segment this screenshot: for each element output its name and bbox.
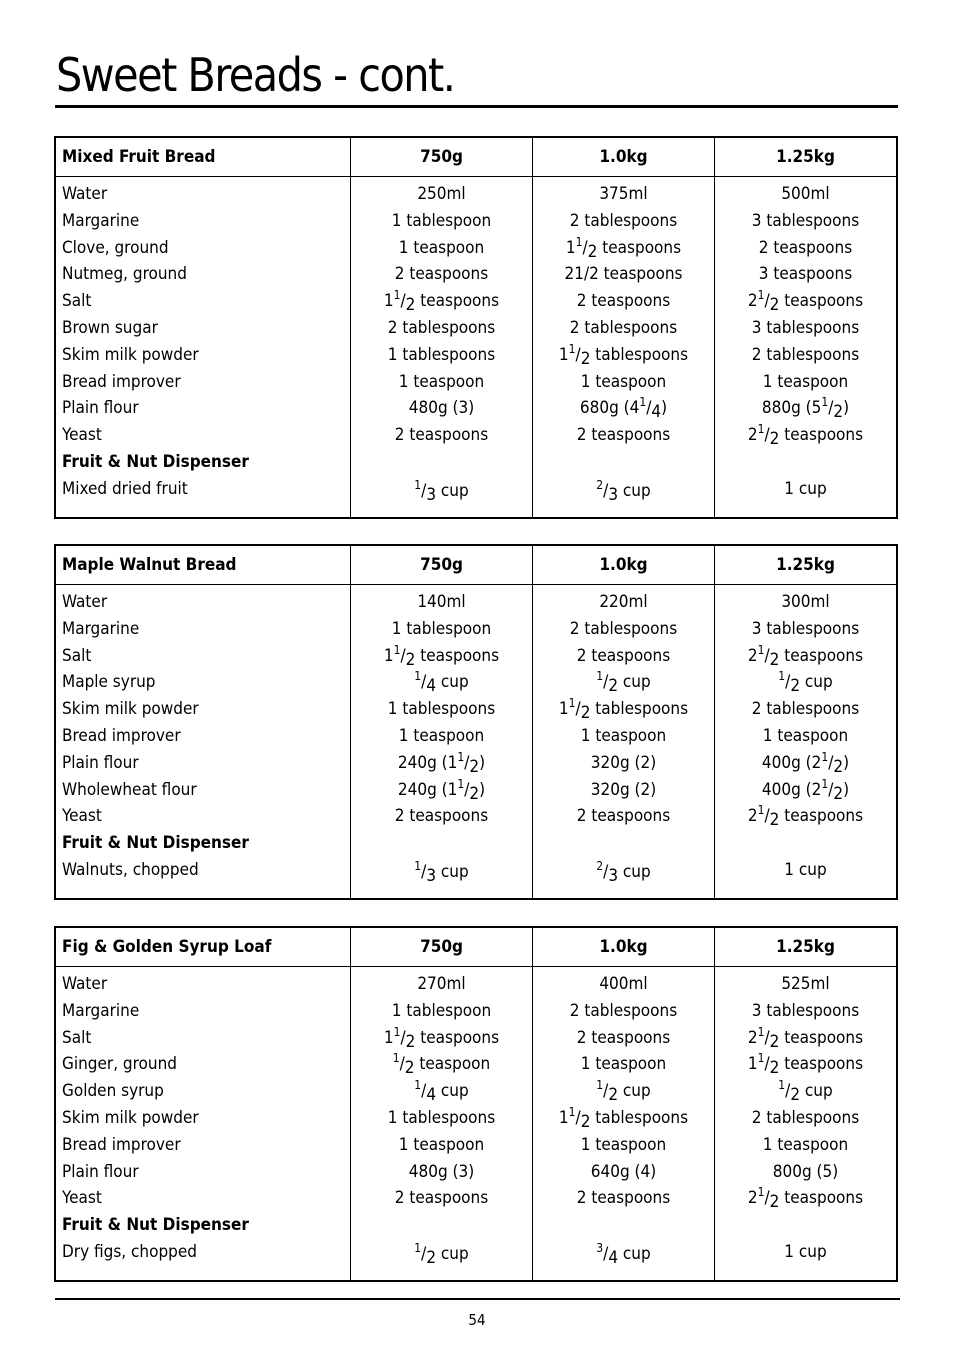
ingredient-amount: $1^1/2$ teaspoons (383, 288, 500, 316)
fraction-numerator: 1 (821, 395, 829, 410)
fraction-denominator: 3 (426, 865, 437, 886)
ingredient-amount: 320g (2) (590, 779, 657, 800)
ingredient-name: Water (62, 592, 108, 612)
ingredient-amount: $2^1/2$ teaspoons (747, 803, 864, 831)
fraction-numerator: 1 (414, 669, 422, 684)
page-number: 54 (468, 1311, 486, 1329)
ingredient-amount: 1 teaspoon (580, 1054, 667, 1075)
ingredient-name: Salt (62, 1027, 92, 1048)
ingredient-name: Golden syrup (62, 1081, 164, 1102)
fraction-numerator: 1 (757, 1051, 765, 1066)
ingredient-amount: $1^1/2$ tablespoons (558, 341, 689, 369)
ingredient-amount: 1 teaspoon (580, 1134, 667, 1155)
recipe-table-fig-golden-syrup-loaf (54, 926, 898, 1282)
ingredient-amount: $^2$/3 cup (596, 858, 651, 886)
ingredient-amount: 400ml (599, 974, 648, 994)
ingredient-amount: 2 teaspoons (576, 806, 671, 827)
ingredient-amount: 300ml (781, 592, 830, 612)
fraction-denominator: 2 (405, 649, 416, 670)
fraction-numerator: 1 (568, 341, 576, 356)
fraction-denominator: 2 (580, 1111, 591, 1132)
fraction-numerator: 1 (757, 288, 765, 303)
fraction-denominator: 2 (608, 676, 619, 697)
fraction-numerator: 1 (778, 669, 786, 684)
fraction-denominator: 2 (833, 783, 844, 804)
ingredient-amount: 1 cup (784, 1241, 827, 1262)
recipe-name: Maple Walnut Bread (62, 555, 237, 575)
ingredient-amount: 3 tablespoons (751, 618, 860, 639)
ingredient-amount (715, 830, 896, 857)
amount-column-1-25kg (714, 177, 896, 517)
ingredient-amount: 375ml (599, 184, 648, 204)
ingredient-amount: $2^1/2$ teaspoons (747, 1185, 864, 1213)
recipe-table-maple-walnut-bread (54, 544, 898, 900)
ingredient-amount (351, 830, 532, 857)
ingredient-name: Bread improver (62, 725, 181, 746)
amount-column-750g (350, 177, 532, 517)
ingredient-amount: 1 teaspoon (762, 371, 849, 392)
fraction-denominator: 2 (769, 1058, 780, 1079)
ingredient-amount: $^3$/4 cup (596, 1240, 651, 1268)
fraction-denominator: 2 (769, 1031, 780, 1052)
ingredient-amount: $^1$/2 cup (778, 669, 833, 697)
ingredient-column (56, 177, 350, 517)
ingredient-name: Yeast (62, 806, 102, 827)
amount-column-1-25kg (714, 967, 896, 1280)
fraction-numerator: 2 (596, 858, 604, 873)
ingredient-name: Fruit & Nut Dispenser (62, 451, 249, 472)
ingredient-amount: 240g $(1^1/2)$ (397, 749, 486, 777)
ingredient-amount: 1 cup (784, 859, 827, 880)
ingredient-amount: 250ml (417, 184, 466, 204)
ingredient-name: Bread improver (62, 1134, 181, 1155)
fraction-numerator: 1 (757, 422, 765, 437)
fraction-denominator: 2 (469, 783, 480, 804)
ingredient-amount: $^1$/4 cup (414, 669, 469, 697)
size-1-25kg: 1.25kg (714, 546, 896, 584)
fraction-numerator: 1 (757, 803, 765, 818)
recipe-body (56, 585, 896, 898)
amount-column-750g (350, 967, 532, 1280)
ingredient-amount: $^1$/4 cup (414, 1078, 469, 1106)
ingredient-name: Ginger, ground (62, 1054, 177, 1075)
fraction-numerator: 1 (757, 1024, 765, 1039)
ingredient-amount: 1 tablespoons (387, 344, 496, 365)
ingredient-amount: 1 teaspoon (580, 371, 667, 392)
ingredient-amount: $^1$/3 cup (414, 858, 469, 886)
ingredient-amount: 140ml (417, 592, 466, 612)
recipe-header (56, 546, 896, 585)
fraction-denominator: 2 (580, 703, 591, 724)
ingredient-name: Salt (62, 291, 92, 312)
ingredient-amount: 320g (2) (590, 752, 657, 773)
ingredient-amount: 21/2 teaspoons (564, 264, 683, 285)
ingredient-name: Water (62, 184, 108, 204)
ingredient-amount (533, 449, 714, 476)
ingredient-name: Water (62, 974, 108, 994)
ingredient-amount: $^2$/3 cup (596, 477, 651, 505)
ingredient-amount: $1^1/2$ teaspoons (747, 1051, 864, 1079)
recipe-name: Fig & Golden Syrup Loaf (62, 937, 272, 957)
size-750g: 750g (350, 546, 532, 584)
fraction-denominator: 2 (404, 1058, 415, 1079)
ingredient-amount: 1 teaspoon (580, 725, 667, 746)
ingredient-amount: $^1$/2 cup (596, 1078, 651, 1106)
ingredient-name: Maple syrup (62, 672, 156, 693)
ingredient-amount: 2 teaspoons (394, 264, 489, 285)
fraction-numerator: 1 (757, 642, 765, 657)
ingredient-amount: 2 tablespoons (569, 210, 678, 231)
ingredient-name: Yeast (62, 1188, 102, 1209)
fraction-numerator: 3 (596, 1240, 604, 1255)
ingredient-name: Nutmeg, ground (62, 264, 187, 285)
fraction-numerator: 1 (414, 1078, 422, 1093)
ingredient-amount: $2^1/2$ teaspoons (747, 288, 864, 316)
ingredient-amount: 800g (5) (772, 1161, 839, 1182)
ingredient-name: Salt (62, 645, 92, 666)
ingredient-amount (715, 1212, 896, 1239)
fraction-denominator: 3 (608, 865, 619, 886)
size-1kg: 1.0kg (532, 546, 714, 584)
ingredient-amount: 2 teaspoons (576, 425, 671, 446)
ingredient-amount: 2 teaspoons (394, 806, 489, 827)
fraction-numerator: 1 (639, 395, 647, 410)
ingredient-amount (533, 830, 714, 857)
amount-column-1kg (532, 585, 714, 898)
ingredient-amount: $^1$/2 cup (414, 1240, 469, 1268)
fraction-denominator: 4 (426, 1085, 437, 1106)
ingredient-name: Margarine (62, 1000, 140, 1021)
size-1-25kg: 1.25kg (714, 928, 896, 966)
fraction-denominator: 2 (469, 756, 480, 777)
ingredient-name: Dry figs, chopped (62, 1241, 198, 1262)
ingredient-amount: 880g $(5^1/2)$ (761, 395, 850, 423)
ingredient-amount (715, 449, 896, 476)
fraction-denominator: 2 (769, 429, 780, 450)
ingredient-column (56, 585, 350, 898)
ingredient-amount: 2 teaspoons (576, 645, 671, 666)
ingredient-name: Plain flour (62, 1161, 139, 1182)
amount-column-750g (350, 585, 532, 898)
fraction-numerator: 1 (821, 749, 829, 764)
ingredient-name: Margarine (62, 618, 140, 639)
fraction-denominator: 2 (405, 295, 416, 316)
ingredient-name: Brown sugar (62, 317, 158, 338)
ingredient-amount: 2 tablespoons (751, 344, 860, 365)
ingredient-amount: 2 teaspoons (576, 1188, 671, 1209)
ingredient-amount: 1 teaspoon (398, 237, 485, 258)
ingredient-amount: 240g $(1^1/2)$ (397, 776, 486, 804)
fraction-denominator: 4 (651, 402, 662, 423)
ingredient-name: Skim milk powder (62, 344, 199, 365)
ingredient-amount: 500ml (781, 184, 830, 204)
ingredient-amount: $2^1/2$ teaspoons (747, 1024, 864, 1052)
fraction-numerator: 1 (596, 669, 604, 684)
ingredient-amount: 270ml (417, 974, 466, 994)
amount-column-1-25kg (714, 585, 896, 898)
ingredient-amount: 640g (4) (590, 1161, 657, 1182)
ingredient-amount (351, 1212, 532, 1239)
ingredient-amount: 480g (3) (408, 1161, 475, 1182)
ingredient-amount (351, 449, 532, 476)
fraction-denominator: 2 (587, 241, 598, 262)
fraction-denominator: 2 (405, 1031, 416, 1052)
fraction-numerator: 1 (414, 858, 422, 873)
ingredient-amount: 2 teaspoons (576, 291, 671, 312)
fraction-denominator: 2 (426, 1247, 437, 1268)
fraction-denominator: 2 (790, 676, 801, 697)
fraction-denominator: 2 (833, 402, 844, 423)
fraction-denominator: 2 (833, 756, 844, 777)
ingredient-amount: $1^1/2$ teaspoons (565, 234, 682, 262)
ingredient-name: Skim milk powder (62, 699, 199, 720)
ingredient-amount: 680g $(4^1/4)$ (579, 395, 668, 423)
fraction-numerator: 1 (568, 1104, 576, 1119)
ingredient-amount: 2 tablespoons (569, 1000, 678, 1021)
ingredient-amount (533, 1212, 714, 1239)
fraction-denominator: 2 (769, 295, 780, 316)
fraction-denominator: 3 (608, 484, 619, 505)
recipe-header (56, 138, 896, 177)
fraction-denominator: 2 (769, 1192, 780, 1213)
ingredient-amount: 2 teaspoons (576, 1027, 671, 1048)
fraction-denominator: 2 (769, 810, 780, 831)
recipe-table-mixed-fruit-bread (54, 136, 898, 519)
ingredient-amount: 1 cup (784, 478, 827, 499)
ingredient-name: Fruit & Nut Dispenser (62, 833, 249, 854)
fraction-numerator: 1 (414, 477, 422, 492)
ingredient-amount: 2 teaspoons (758, 237, 853, 258)
ingredient-amount: $^1$/2 cup (596, 669, 651, 697)
ingredient-amount: 1 tablespoon (391, 210, 492, 231)
ingredient-amount: $1^1/2$ teaspoons (383, 642, 500, 670)
ingredient-amount: 400g $(2^1/2)$ (761, 749, 850, 777)
ingredient-amount: $^1$/2 cup (778, 1078, 833, 1106)
ingredient-amount: $2^1/2$ teaspoons (747, 642, 864, 670)
fraction-numerator: 1 (393, 642, 401, 657)
size-1-25kg: 1.25kg (714, 138, 896, 176)
ingredient-amount: 3 tablespoons (751, 1000, 860, 1021)
ingredient-name: Wholewheat flour (62, 779, 197, 800)
amount-column-1kg (532, 177, 714, 517)
ingredient-name: Margarine (62, 210, 140, 231)
fraction-numerator: 1 (457, 749, 465, 764)
fraction-numerator: 1 (392, 1051, 400, 1066)
ingredient-amount: 1 tablespoon (391, 618, 492, 639)
ingredient-name: Plain flour (62, 752, 139, 773)
fraction-denominator: 2 (769, 649, 780, 670)
fraction-numerator: 1 (821, 776, 829, 791)
recipe-name: Mixed Fruit Bread (62, 147, 216, 167)
ingredient-amount: 1 teaspoon (398, 1134, 485, 1155)
fraction-numerator: 1 (757, 1185, 765, 1200)
ingredient-amount: 400g $(2^1/2)$ (761, 776, 850, 804)
fraction-numerator: 1 (393, 1024, 401, 1039)
ingredient-amount: 1 tablespoon (391, 1000, 492, 1021)
fraction-denominator: 4 (608, 1247, 619, 1268)
ingredient-amount: 1 tablespoons (387, 699, 496, 720)
fraction-numerator: 1 (457, 776, 465, 791)
ingredient-amount: 1 teaspoon (398, 725, 485, 746)
ingredient-amount: 480g (3) (408, 398, 475, 419)
fraction-denominator: 2 (790, 1085, 801, 1106)
ingredient-amount: 2 tablespoons (569, 317, 678, 338)
ingredient-name: Bread improver (62, 371, 181, 392)
fraction-numerator: 2 (596, 477, 604, 492)
ingredient-name: Mixed dried fruit (62, 478, 188, 499)
size-1kg: 1.0kg (532, 138, 714, 176)
ingredient-amount: 2 tablespoons (569, 618, 678, 639)
ingredient-amount: 2 teaspoons (394, 1188, 489, 1209)
ingredient-name: Walnuts, chopped (62, 859, 199, 880)
ingredient-name: Yeast (62, 425, 102, 446)
ingredient-name: Clove, ground (62, 237, 169, 258)
ingredient-amount: $1^1/2$ teaspoons (383, 1024, 500, 1052)
ingredient-amount: 3 tablespoons (751, 317, 860, 338)
ingredient-amount: $^1$/2 teaspoon (392, 1051, 491, 1079)
fraction-numerator: 1 (575, 234, 583, 249)
ingredient-amount: 2 teaspoons (394, 425, 489, 446)
ingredient-amount: 1 tablespoons (387, 1107, 496, 1128)
ingredient-name: Skim milk powder (62, 1107, 199, 1128)
ingredient-amount: 2 tablespoons (751, 1107, 860, 1128)
footer-rule (55, 1298, 900, 1300)
ingredient-amount: 2 tablespoons (751, 699, 860, 720)
ingredient-column (56, 967, 350, 1280)
ingredient-amount: 3 tablespoons (751, 210, 860, 231)
fraction-denominator: 4 (426, 676, 437, 697)
fraction-numerator: 1 (596, 1078, 604, 1093)
ingredient-name: Plain flour (62, 398, 139, 419)
fraction-numerator: 1 (568, 696, 576, 711)
amount-column-1kg (532, 967, 714, 1280)
ingredient-amount: $2^1/2$ teaspoons (747, 422, 864, 450)
ingredient-amount: 1 teaspoon (398, 371, 485, 392)
recipe-body (56, 177, 896, 517)
fraction-denominator: 3 (426, 484, 437, 505)
ingredient-amount: $1^1/2$ tablespoons (558, 696, 689, 724)
fraction-numerator: 1 (778, 1078, 786, 1093)
page-title: Sweet Breads - cont. (56, 48, 455, 102)
title-rule (55, 105, 898, 108)
fraction-denominator: 2 (580, 348, 591, 369)
ingredient-amount: 2 tablespoons (387, 317, 496, 338)
ingredient-amount: 525ml (781, 974, 830, 994)
size-750g: 750g (350, 138, 532, 176)
ingredient-amount: $^1$/3 cup (414, 477, 469, 505)
ingredient-amount: $1^1/2$ tablespoons (558, 1104, 689, 1132)
fraction-numerator: 1 (414, 1240, 422, 1255)
fraction-numerator: 1 (393, 288, 401, 303)
ingredient-amount: 1 teaspoon (762, 1134, 849, 1155)
recipe-body (56, 967, 896, 1280)
ingredient-amount: 220ml (599, 592, 648, 612)
ingredient-amount: 1 teaspoon (762, 725, 849, 746)
size-1kg: 1.0kg (532, 928, 714, 966)
size-750g: 750g (350, 928, 532, 966)
ingredient-amount: 3 teaspoons (758, 264, 853, 285)
fraction-denominator: 2 (608, 1085, 619, 1106)
ingredient-name: Fruit & Nut Dispenser (62, 1215, 249, 1236)
recipe-header (56, 928, 896, 967)
